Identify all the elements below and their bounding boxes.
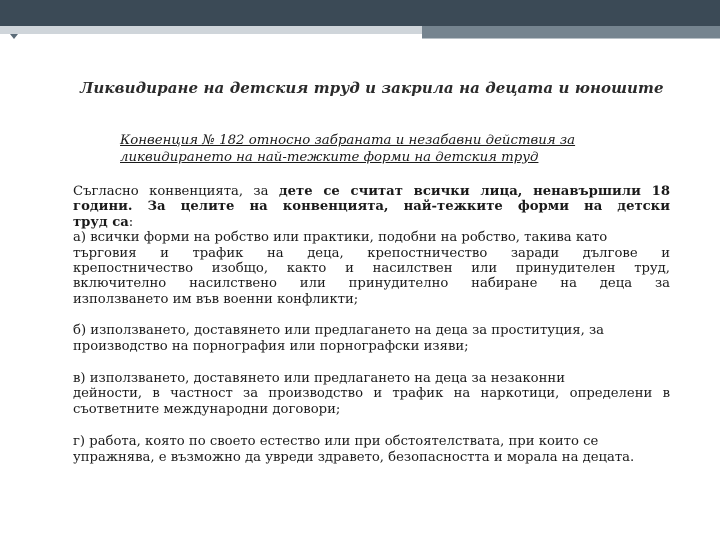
- item-line: г) работа, която по своето естество или при обстоятелствата, при които се: [73, 434, 599, 450]
- list-item-b: [73, 323, 670, 354]
- item-line: включително насилствено или принудително набиране на деца за: [73, 276, 670, 292]
- item-line: упражнява, е възможно да увреди здравето, безопасността и морала на децата.: [73, 449, 635, 465]
- header-divider: [422, 38, 720, 39]
- intro-tail: :: [128, 214, 134, 230]
- list-item-d: [73, 434, 670, 465]
- intro-bold: дете се считат всички лица, ненавършили 18: [278, 184, 670, 199]
- subtitle-line: ликвидирането на най-тежките форми на детския труд: [120, 150, 539, 165]
- intro-line: [73, 215, 670, 230]
- item-line: използването им във военни конфликти;: [73, 291, 359, 307]
- intro-line: [73, 184, 670, 199]
- item-line: крепостничество изобщо, както и насилствен или принудителен труд,: [73, 261, 670, 277]
- item-line: дейности, в частност за производство и трафик на наркотици, определени в: [73, 386, 670, 402]
- item-line: в) използването, доставянето или предлагането на деца за незаконни: [73, 371, 565, 387]
- intro-lead: Съгласно конвенцията, за: [73, 184, 279, 199]
- subtitle-line: Конвенция № 182 относно забраната и незабавни действия за: [120, 133, 576, 148]
- list-item-c: [73, 371, 670, 417]
- triangle-marker-icon: [10, 34, 18, 39]
- slide-body: [73, 184, 670, 465]
- item-line: производство на порнография или порнографски изяви;: [73, 338, 469, 354]
- slide-title: Ликвидиране на детския труд и закрила на децата и юношите: [80, 79, 664, 97]
- intro-bold: труд са: [73, 214, 129, 230]
- intro-paragraph: [73, 184, 670, 230]
- item-line: съответните международни договори;: [73, 401, 341, 417]
- header-accent: [422, 26, 720, 38]
- item-line: б) използването, доставянето или предлагането на деца за проституция, за: [73, 323, 605, 339]
- slide-subtitle: [120, 132, 660, 166]
- intro-line: години. За целите на конвенцията, най-тежките форми на детски: [73, 199, 670, 215]
- header-bar: [0, 0, 720, 26]
- list-item-a: [73, 230, 670, 307]
- item-line: а) всички форми на робство или практики, подобни на робство, такива като: [73, 230, 608, 246]
- item-line: търговия и трафик на деца, крепостничество заради дългове и: [73, 245, 670, 261]
